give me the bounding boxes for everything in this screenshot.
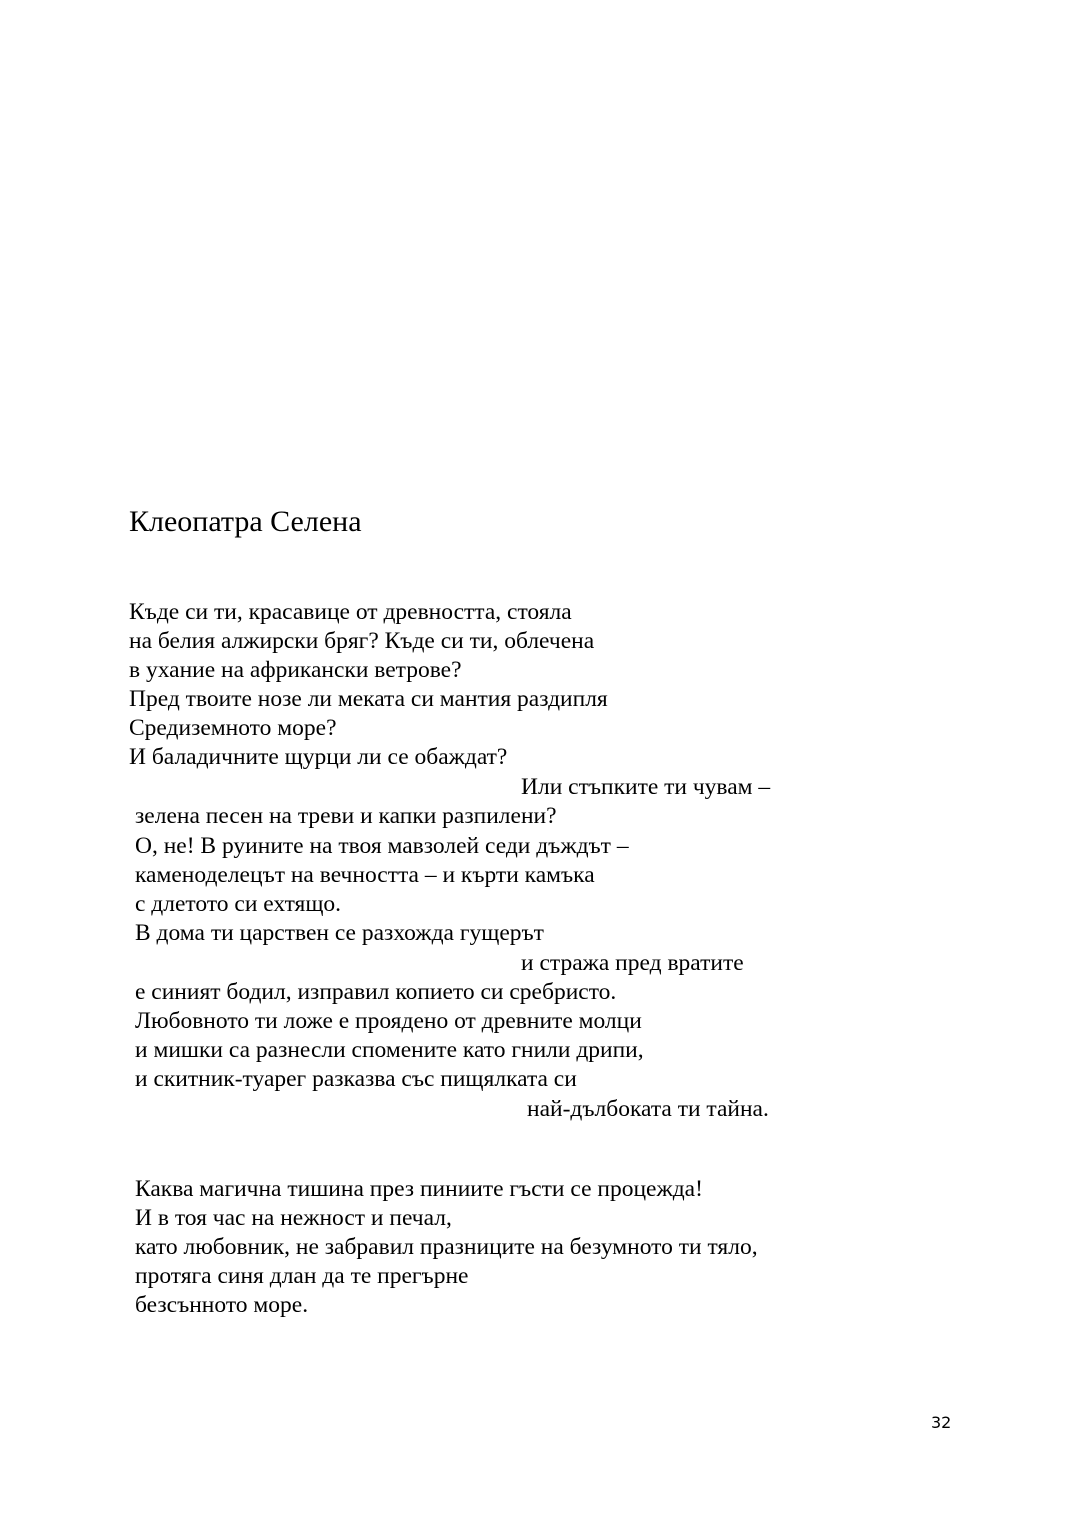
poem-line: в ухание на африкански ветрове? [129,657,462,683]
poem-line: О, не! В руините на твоя мавзолей седи дъждът – [135,833,629,859]
poem-line: Или стъпките ти чувам – [521,774,771,800]
poem-line: Средиземното море? [129,715,337,741]
poem-line: Пред твоите нозе ли меката си мантия раздипля [129,686,608,712]
poem-line: като любовник, не забравил празниците на безумното ти тяло, [135,1234,758,1260]
poem-line: протяга синя длан да те прегърне [135,1263,469,1289]
poem-line: на белия алжирски бряг? Къде си ти, облечена [129,628,595,654]
poem-line: и мишки са разнесли спомените като гнили дрипи, [135,1037,644,1063]
poem-line: най-дълбоката ти тайна. [527,1096,769,1122]
poem-line: каменоделецът на вечността – и кърти камъка [135,862,595,888]
poem-title: Клеопатра Селена [129,505,362,538]
poem-line: зелена песен на треви и капки разпилени? [135,803,557,829]
poem-line: безсънното море. [135,1292,309,1318]
poem-line: И в тоя час на нежност и печал, [135,1205,452,1231]
poem-line: Любовното ти ложе е проядено от древните молци [135,1008,642,1034]
poem-line: Каква магична тишина през пиниите гъсти се процежда! [135,1176,703,1202]
page-number: 32 [931,1413,952,1432]
poem-line: и скитник-туарег разказва със пищялката си [135,1066,577,1092]
poem-line: И баладичните щурци ли се обаждат? [129,744,508,770]
poem-line: и стража пред вратите [521,950,744,976]
poem-line: Къде си ти, красавице от древността, стояла [129,599,572,625]
poem-line: с длетото си ехтящо. [135,891,342,917]
poem-line: В дома ти царствен се разхожда гущерът [135,920,544,946]
poem-line: е синият бодил, изправил копието си сребристо. [135,979,617,1005]
